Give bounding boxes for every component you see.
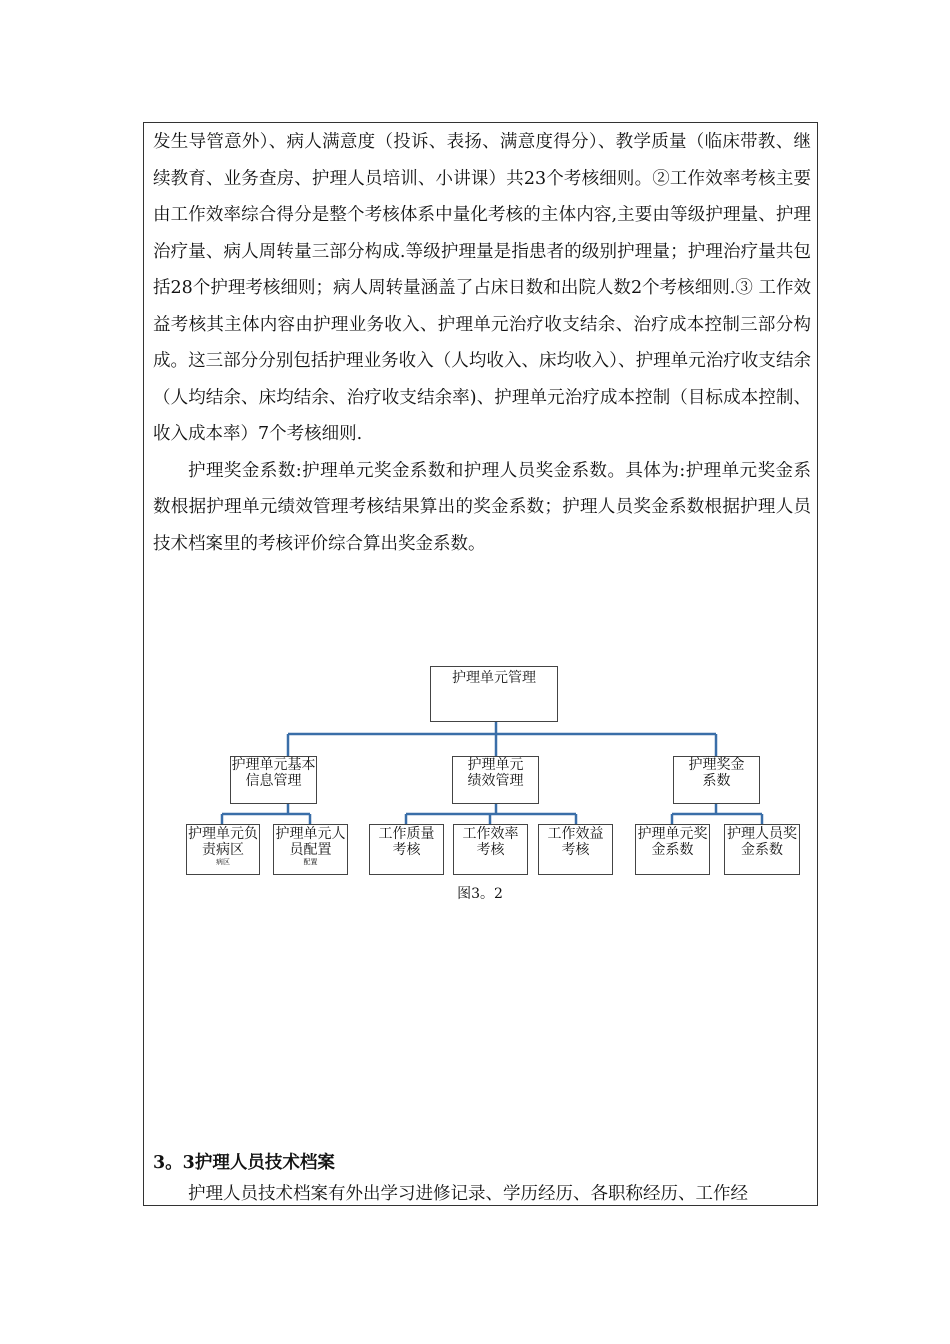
org-node-label: 工作效益考核 (547, 826, 604, 858)
org-node-efficiency (453, 824, 528, 875)
paragraph-2: 护理奖金系数:护理单元奖金系数和护理人员奖金系数。具体为:护理单元奖金系数根据护理单元绩效管理考核结果算出的奖金系数；护理人员奖金系数根据护理人员技术档案里的考核评价综合算出奖金系数。 (153, 460, 811, 554)
org-node-label: 工作效率考核 (462, 826, 519, 858)
org-node-unit-bonus (635, 824, 710, 875)
org-node-label: 工作质量考核 (378, 826, 435, 858)
org-node-label: 护理奖金系数 (688, 757, 745, 789)
org-node-quality (369, 824, 444, 875)
org-node-label: 护理单元绩效管理 (467, 757, 524, 789)
org-node-label: 护理单元人员配置 (275, 826, 346, 858)
org-node-staff-bonus (724, 824, 800, 875)
paragraph-1: 发生导管意外）、病人满意度（投诉、表扬、满意度得分）、教学质量（临床带教、继续教育、业务查房、护理人员培训、小讲课）共23个考核细则。②工作效率考核主要由工作效率综合得分是整个考核体系中量化考核的主体内容,主要由等级护理量、护理治疗量、病人周转量三部分构成.等级护理量是指患者的级别护理量；护理治疗量共包括28个护理考核细则；病人周转量涵盖了占床日数和出院人数2个考核细则.③ 工作效益考核其主体内容由护理业务收入、护理单元治疗收支结余、治疗成本控制三部分构成。这三部分分别包括护理业务收入（人均收入、床均收入）、护理单元治疗收支结余（人均结余、床均结余、治疗收支结余率)、护理单元治疗成本控制（目标成本控制、收入成本率）7个考核细则. (153, 132, 811, 444)
org-node-root (430, 666, 558, 722)
paragraph-3: 护理人员技术档案有外出学习进修记录、学历经历、各职称经历、工作经 (188, 1184, 748, 1204)
org-node-root-label: 护理单元管理 (452, 670, 536, 686)
org-node-basic-info (230, 756, 317, 804)
org-node-ward (186, 824, 260, 875)
org-node-bonus (673, 756, 760, 804)
section-title: 3。3护理人员技术档案 (153, 1153, 335, 1173)
org-node-label: 护理单元负责病区 (188, 826, 258, 858)
org-node-note: 病区 (216, 858, 230, 866)
org-node-label: 护理单元基本信息管理 (231, 757, 316, 789)
figure-caption: 图3。2 (457, 886, 503, 902)
org-node-staffing (273, 824, 348, 875)
org-node-performance (452, 756, 539, 804)
org-node-label: 护理人员奖金系数 (727, 826, 797, 858)
org-node-label: 护理单元奖金系数 (637, 826, 708, 858)
org-node-benefit (538, 824, 613, 875)
org-node-note: 配置 (303, 858, 318, 866)
